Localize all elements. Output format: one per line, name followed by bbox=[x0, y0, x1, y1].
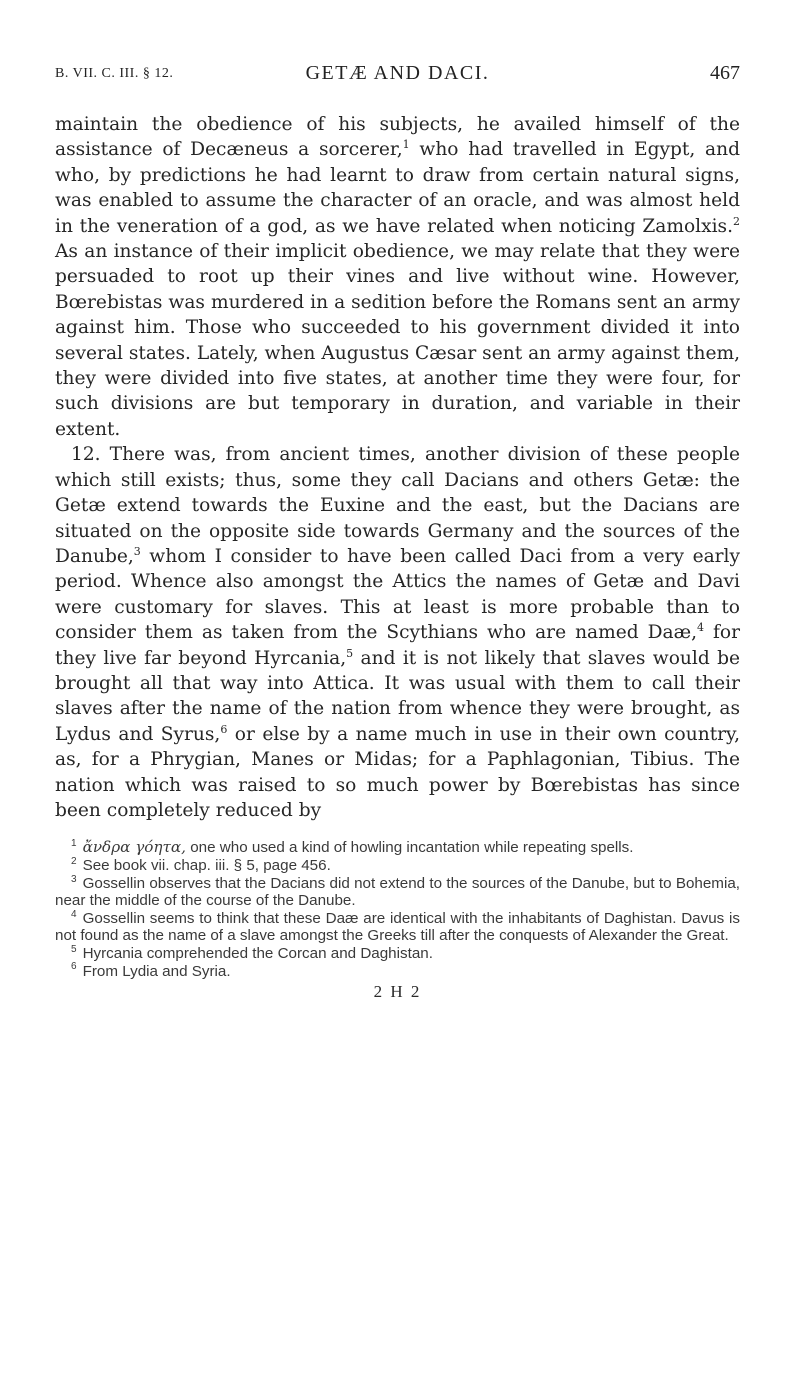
footnote bbox=[55, 945, 740, 963]
footnote-text: See book vii. chap. iii. § 5, page 456. bbox=[82, 856, 331, 874]
paragraph-text: 12. There was, from ancient times, another division of these people which still exists; thus, some they call Dacians and others Getæ: the Getæ extend towards the Euxine and the east, but the Dacians are situated on the opposite side towards Germany and the sources of the Danube, bbox=[55, 444, 740, 567]
footnote-mark: 5 bbox=[71, 943, 77, 955]
footnote-greek: ἄνδρα γόητα, bbox=[82, 838, 187, 857]
paragraph-text: maintain the obedience of his subjects, he availed himself of the assistance of Decæneus a sorcerer, bbox=[55, 114, 740, 161]
paragraph-1 bbox=[55, 112, 740, 442]
footnote-text: Gossellin seems to think that these Daæ are identical with the inhabitants of Daghistan. Davus is not found as the name of a slave amongst the Greeks till after the conquests of Alexander the Great. bbox=[55, 909, 740, 945]
footnote-ref: 5 bbox=[346, 646, 354, 660]
running-head bbox=[55, 62, 740, 88]
footnote bbox=[55, 963, 740, 981]
footnote-mark: 6 bbox=[71, 961, 77, 973]
footnote-mark: 1 bbox=[71, 838, 77, 850]
footnote bbox=[55, 857, 740, 875]
page-number: 467 bbox=[710, 62, 740, 84]
paragraph-text: whom I consider to have been called Daci from a very early period. Whence also amongst the Attics the names of Getæ and Davi were customary for slaves. This at least is more probable than to consider them as taken from the Scythians who are named Daæ, bbox=[55, 545, 740, 644]
footnote bbox=[55, 875, 740, 910]
footnote-ref: 6 bbox=[220, 722, 228, 736]
paragraph-text: or else by a name much in use in their own country, as, for a Phrygian, Manes or Midas; for a Paphlagonian, Tibius. The nation which was raised to so much power by Bœrebistas has since been completely reduced by bbox=[55, 723, 740, 821]
footnote bbox=[55, 839, 740, 857]
paragraph-2 bbox=[55, 442, 740, 823]
paragraph-text: and it is not likely that slaves would be brought all that way into Attica. It was usual with them to call their slaves after the name of the nation from whence they were brought, as Lydus and Syrus, bbox=[55, 647, 740, 745]
paragraph-text: As an instance of their implicit obedience, we may relate that they were persuaded to root up their vines and live without wine. However, Bœrebistas was murdered in a sedition before the Romans sent an army against him. Those who succeeded to his government divided it into several states. Lately, when Augustus Cæsar sent an army against them, they were divided into five states, at another time they were four, for such divisions are but temporary in duration, and variable in their extent. bbox=[55, 241, 740, 440]
footnote-ref: 1 bbox=[402, 138, 410, 152]
signature-mark: 2 H 2 bbox=[373, 982, 422, 1002]
footnote-mark: 4 bbox=[71, 908, 77, 920]
footnotes bbox=[55, 839, 740, 980]
footnote-ref: 4 bbox=[697, 620, 705, 634]
running-head-section: B. VII. C. III. § 12. bbox=[55, 66, 174, 81]
book-page bbox=[55, 62, 740, 1002]
footnote-ref: 3 bbox=[133, 544, 141, 558]
running-head-title: GETÆ AND DACI. bbox=[305, 62, 490, 84]
footnote-text: Gossellin observes that the Dacians did not extend to the sources of the Danube, but to Bohemia, near the middle of the course of the Danube. bbox=[55, 874, 740, 910]
footnote bbox=[55, 910, 740, 945]
body-text bbox=[55, 112, 740, 823]
paragraph-text: for they live far beyond Hyrcania, bbox=[55, 622, 741, 669]
footnote-mark: 2 bbox=[71, 855, 77, 867]
footnote-text: From Lydia and Syria. bbox=[82, 962, 231, 980]
footnote-text: one who used a kind of howling incantation while repeating spells. bbox=[186, 839, 634, 857]
footnote-text: Hyrcania comprehended the Corcan and Daghistan. bbox=[82, 944, 433, 962]
footnote-ref: 2 bbox=[733, 214, 740, 228]
paragraph-text: who had travelled in Egypt, and who, by predictions he had learnt to draw from certain natural signs, was enabled to assume the character of an oracle, and was almost held in the veneration of a god, as we have related when noticing Zamolxis. bbox=[55, 139, 740, 237]
footnote-mark: 3 bbox=[71, 873, 77, 885]
